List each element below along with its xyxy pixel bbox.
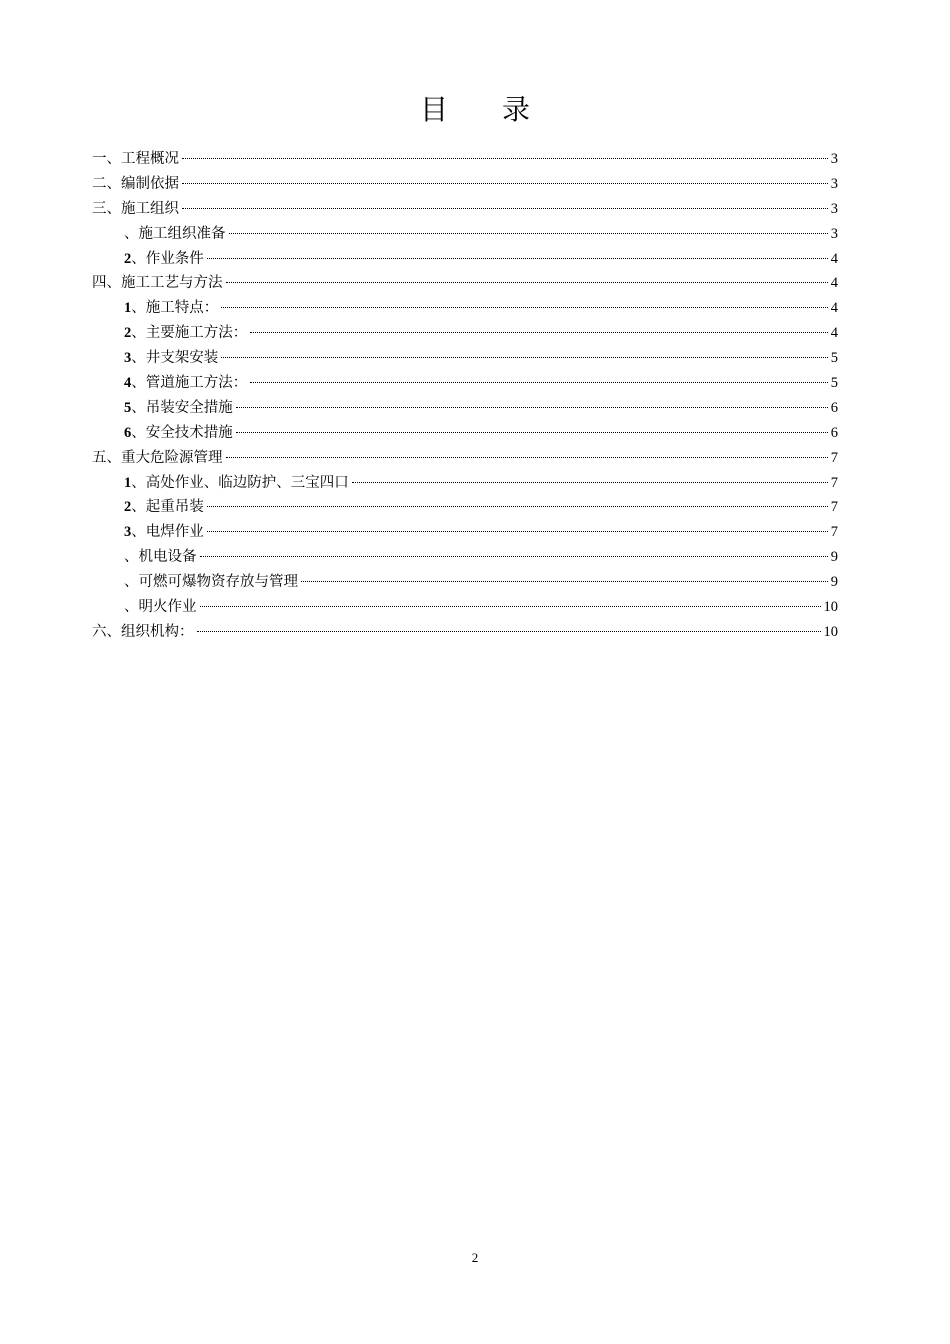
toc-entry-page: 3	[830, 175, 838, 192]
toc-dot-leader	[182, 157, 828, 159]
toc-entry[interactable]	[92, 471, 838, 496]
toc-entry-page: 9	[830, 549, 838, 566]
toc-entry-text: 、主要施工方法：	[131, 325, 248, 342]
toc-entry-page: 7	[830, 449, 838, 466]
toc-entry-label	[124, 321, 247, 345]
toc-dot-leader	[352, 481, 828, 483]
toc-entry-number: 4	[124, 375, 132, 392]
toc-dot-leader	[207, 505, 828, 507]
toc-entry[interactable]	[92, 147, 838, 172]
toc-entry-text: 、管道施工方法：	[131, 375, 248, 392]
toc-entry-page: 4	[830, 250, 838, 267]
toc-entry-page: 7	[830, 524, 838, 541]
toc-entry[interactable]	[92, 346, 838, 371]
toc-dot-leader	[229, 232, 828, 234]
toc-entry-page: 6	[830, 424, 838, 441]
toc-entry-number: 2	[124, 499, 132, 516]
toc-entry-text: 、安全技术措施	[131, 424, 233, 441]
toc-entry-number: 6	[124, 424, 132, 441]
toc-entry-page: 10	[823, 623, 838, 640]
toc-entry[interactable]	[92, 421, 838, 446]
toc-entry-text: 、井支架安装	[131, 350, 219, 367]
toc-entry-page: 6	[830, 399, 838, 416]
toc-dot-leader	[250, 331, 828, 333]
toc-entry-text: 六、组织机构：	[92, 623, 194, 640]
toc-entry-label	[124, 595, 197, 619]
toc-entry[interactable]	[92, 222, 838, 247]
toc-entry-number: 1	[124, 300, 132, 317]
toc-title: 目录	[419, 93, 584, 126]
toc-entry-text: 、电焊作业	[131, 524, 204, 541]
toc-entry[interactable]	[92, 396, 838, 421]
toc-entry[interactable]	[92, 545, 838, 570]
toc-entry-label	[124, 346, 218, 370]
toc-entry-text: 三、施工组织	[92, 200, 179, 217]
toc-entry-page: 10	[823, 599, 838, 616]
toc-entry-page: 3	[830, 200, 838, 217]
toc-dot-leader	[236, 406, 828, 408]
toc-entry-text: 四、施工工艺与方法	[92, 275, 223, 292]
toc-entry-page: 3	[830, 151, 838, 167]
toc-entry-number: 5	[124, 399, 132, 416]
toc-entry-label	[124, 371, 247, 395]
toc-dot-leader	[301, 580, 828, 582]
toc-dot-leader	[182, 207, 828, 209]
toc-entry-page: 7	[830, 474, 838, 491]
toc-entry[interactable]	[92, 620, 838, 645]
toc-entry-text: 、施工组织准备	[124, 225, 226, 242]
toc-dot-leader	[200, 555, 828, 557]
toc-entry-text: 二、编制依据	[92, 175, 179, 192]
toc-entry-number: 3	[124, 350, 132, 367]
toc-dot-leader	[207, 257, 828, 259]
toc-entry-page: 5	[830, 375, 838, 392]
toc-entry-text: 、可燃可爆物资存放与管理	[124, 574, 298, 591]
toc-dot-leader	[207, 530, 828, 532]
toc-entry-label	[92, 271, 223, 295]
page-number: 2	[471, 1250, 479, 1265]
toc-entry-text: 、施工特点：	[131, 300, 219, 317]
toc-entry-number: 2	[124, 250, 132, 267]
toc-entry-number: 1	[124, 474, 132, 491]
toc-entry-text: 五、重大危险源管理	[92, 449, 223, 466]
toc-entry[interactable]	[92, 446, 838, 471]
toc-entry-label	[124, 495, 204, 519]
toc-entry-label	[124, 421, 233, 445]
toc-entry-page: 7	[830, 499, 838, 516]
toc-entry-text: 、高处作业、临边防护、三宝四口	[131, 474, 349, 491]
toc-dot-leader	[200, 605, 821, 607]
toc-entry-label	[124, 296, 218, 320]
toc-entry-text: 、作业条件	[131, 250, 204, 267]
table-of-contents	[92, 147, 838, 645]
toc-entry-label	[124, 396, 233, 420]
toc-entry-label	[92, 172, 179, 196]
toc-dot-leader	[221, 356, 828, 358]
toc-entry[interactable]	[92, 520, 838, 545]
toc-entry-label	[124, 520, 204, 544]
toc-entry-text: 、吊装安全措施	[131, 399, 233, 416]
toc-entry-text: 、明火作业	[124, 599, 197, 616]
toc-entry-label	[124, 222, 226, 246]
toc-entry[interactable]	[92, 172, 838, 197]
toc-entry-label	[124, 545, 197, 569]
toc-entry-page: 9	[830, 574, 838, 591]
toc-entry-page: 4	[830, 275, 838, 292]
toc-dot-leader	[250, 381, 828, 383]
toc-entry-label	[92, 620, 194, 644]
toc-entry-label	[124, 247, 204, 271]
toc-entry[interactable]	[92, 247, 838, 272]
toc-entry-page: 3	[830, 225, 838, 242]
toc-entry[interactable]	[92, 296, 838, 321]
toc-entry-page: 5	[830, 350, 838, 367]
toc-entry[interactable]	[92, 371, 838, 396]
toc-dot-leader	[197, 630, 821, 632]
toc-entry-label	[124, 471, 349, 495]
toc-entry-label	[124, 570, 298, 594]
toc-dot-leader	[226, 281, 828, 283]
toc-dot-leader	[236, 431, 828, 433]
toc-entry[interactable]	[92, 321, 838, 346]
toc-entry-text: 、起重吊装	[131, 499, 204, 516]
toc-entry-page: 4	[830, 300, 838, 317]
toc-entry-label	[92, 446, 223, 470]
toc-entry[interactable]	[92, 570, 838, 595]
toc-entry-label	[92, 197, 179, 221]
toc-entry-number: 2	[124, 325, 132, 342]
toc-entry[interactable]	[92, 595, 838, 620]
toc-entry[interactable]	[92, 197, 838, 222]
toc-entry-text: 一、工程概况	[92, 151, 179, 167]
toc-dot-leader	[221, 306, 828, 308]
toc-entry-label	[92, 147, 179, 171]
toc-entry[interactable]	[92, 495, 838, 520]
toc-dot-leader	[182, 182, 828, 184]
toc-entry-number: 3	[124, 524, 132, 541]
toc-dot-leader	[226, 456, 828, 458]
toc-entry-text: 、机电设备	[124, 549, 197, 566]
toc-entry[interactable]	[92, 271, 838, 296]
toc-entry-page: 4	[830, 325, 838, 342]
